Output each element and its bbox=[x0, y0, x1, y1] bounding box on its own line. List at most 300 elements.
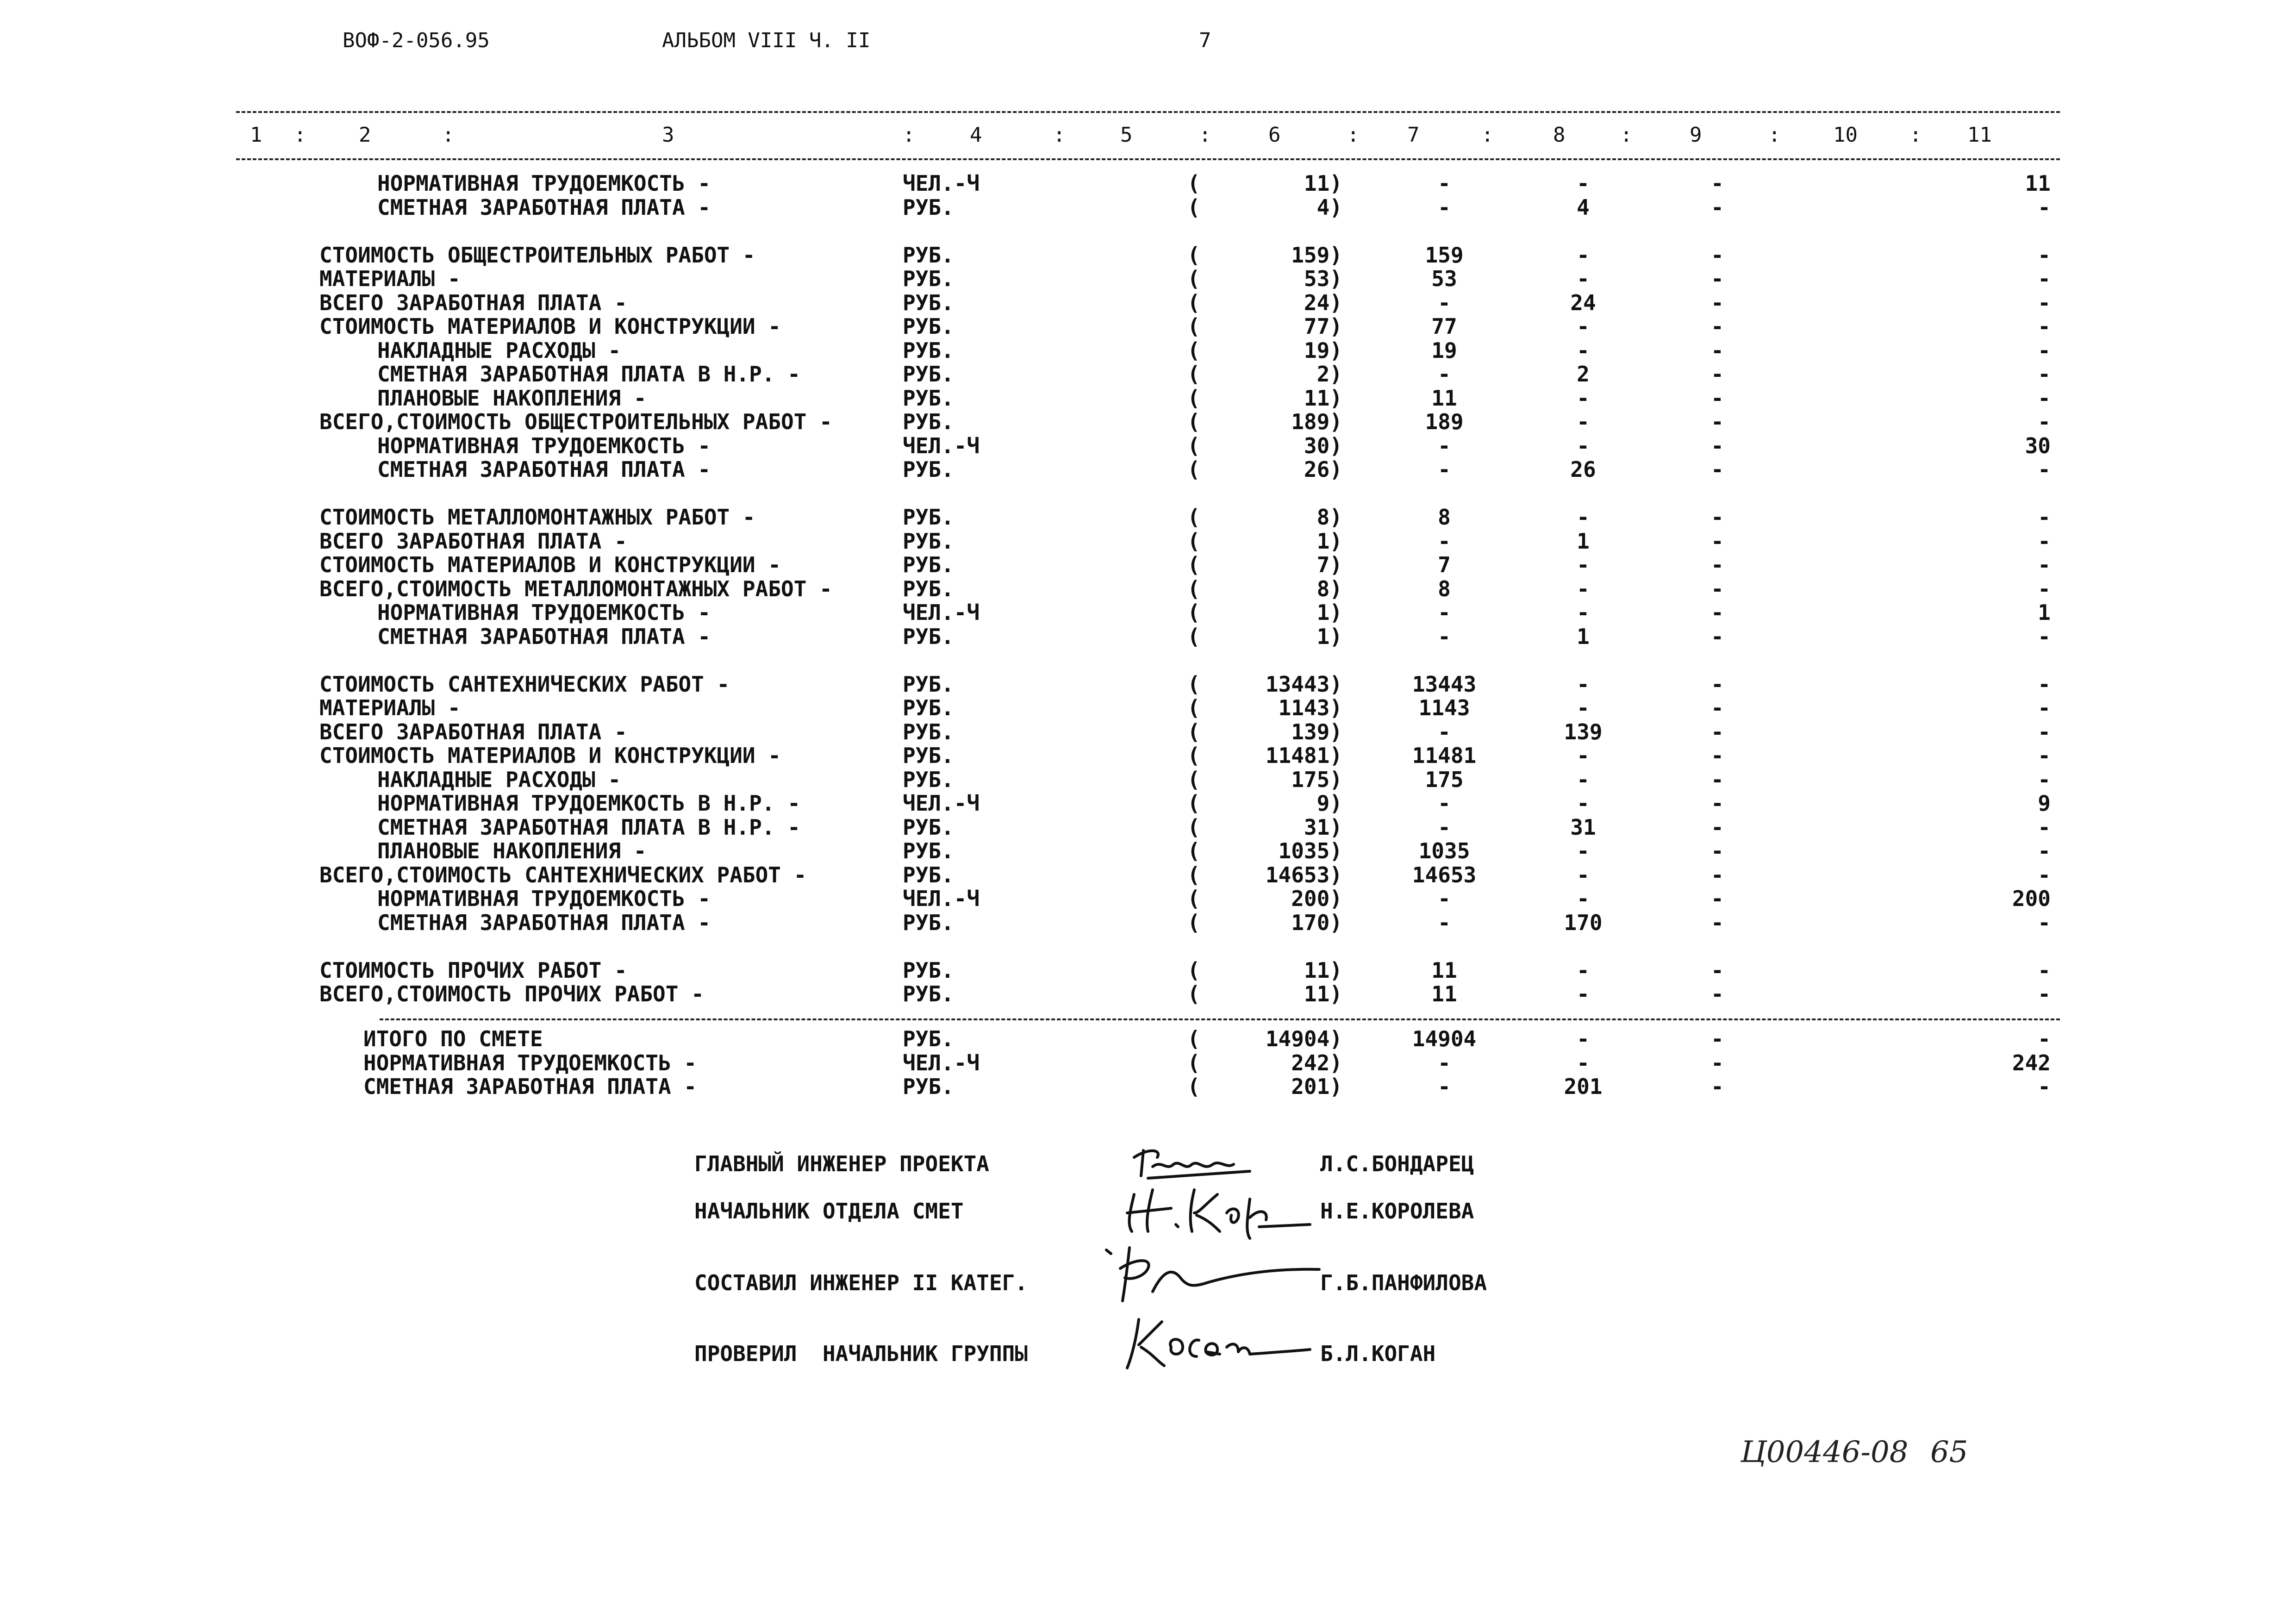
open-paren: ( bbox=[1187, 624, 1200, 649]
cell-col6: 189) bbox=[1291, 409, 1342, 434]
row-unit: РУБ. bbox=[903, 1074, 954, 1099]
cell-col11: - bbox=[2038, 671, 2051, 697]
cell-col8: 170 bbox=[1564, 910, 1603, 935]
cell-col11: - bbox=[2038, 337, 2051, 363]
signature-role: ПРОВЕРИЛ НАЧАЛЬНИК ГРУППЫ bbox=[694, 1341, 1028, 1366]
row-label: НОРМАТИВНАЯ ТРУДОЕМКОСТЬ В Н.Р. - bbox=[377, 791, 800, 816]
cell-col9: - bbox=[1711, 814, 1724, 840]
cell-col6: 175) bbox=[1291, 767, 1342, 792]
row-label: СМЕТНАЯ ЗАРАБОТНАЯ ПЛАТА - bbox=[377, 457, 711, 482]
cell-col6: 77) bbox=[1304, 314, 1342, 339]
cell-col8: 26 bbox=[1570, 457, 1596, 482]
cell-col8: - bbox=[1577, 242, 1590, 268]
cell-col8: - bbox=[1577, 1026, 1590, 1051]
cell-col6: 11481) bbox=[1265, 743, 1342, 768]
row-label: ПЛАНОВЫЕ НАКОПЛЕНИЯ - bbox=[377, 385, 647, 411]
cell-col6: 14904) bbox=[1265, 1026, 1342, 1051]
cell-col9: - bbox=[1711, 433, 1724, 458]
cell-col11: 9 bbox=[2038, 791, 2051, 816]
row-unit: РУБ. bbox=[903, 552, 954, 577]
cell-col9: - bbox=[1711, 1050, 1724, 1075]
row-unit: РУБ. bbox=[903, 624, 954, 649]
cell-col11: - bbox=[2038, 362, 2051, 387]
row-unit: РУБ. bbox=[903, 719, 954, 744]
cell-col7: 11 bbox=[1431, 385, 1457, 411]
row-label: НАКЛАДНЫЕ РАСХОДЫ - bbox=[377, 337, 621, 363]
cell-col9: - bbox=[1711, 171, 1724, 196]
row-label: СТОИМОСТЬ ПРОЧИХ РАБОТ - bbox=[319, 957, 627, 983]
open-paren: ( bbox=[1187, 505, 1200, 530]
cell-col6: 24) bbox=[1304, 290, 1342, 315]
row-unit: РУБ. bbox=[903, 194, 954, 220]
cell-col8: 1 bbox=[1577, 528, 1590, 554]
row-label: ВСЕГО ЗАРАБОТНАЯ ПЛАТА - bbox=[319, 528, 627, 554]
open-paren: ( bbox=[1187, 314, 1200, 339]
cell-col9: - bbox=[1711, 862, 1724, 887]
row-label: МАТЕРИАЛЫ - bbox=[319, 266, 461, 291]
cell-col9: - bbox=[1711, 314, 1724, 339]
cell-col7: - bbox=[1438, 814, 1451, 840]
cell-col9: - bbox=[1711, 385, 1724, 411]
column-header: 11 bbox=[1967, 123, 1992, 147]
row-unit: ЧЕЛ.-Ч bbox=[903, 791, 980, 816]
totals-separator-rule bbox=[380, 1018, 2060, 1020]
cell-col7: 8 bbox=[1438, 505, 1451, 530]
cell-col7: - bbox=[1438, 600, 1451, 625]
cell-col7: - bbox=[1438, 457, 1451, 482]
cell-col8: - bbox=[1577, 981, 1590, 1006]
row-unit: ЧЕЛ.-Ч bbox=[903, 600, 980, 625]
cell-col7: - bbox=[1438, 1074, 1451, 1099]
row-unit: РУБ. bbox=[903, 528, 954, 554]
cell-col11: - bbox=[2038, 457, 2051, 482]
cell-col9: - bbox=[1711, 600, 1724, 625]
cell-col7: 19 bbox=[1431, 337, 1457, 363]
cell-col11: 30 bbox=[2025, 433, 2051, 458]
cell-col11: - bbox=[2038, 505, 2051, 530]
cell-col7: 189 bbox=[1425, 409, 1464, 434]
cell-col6: 7) bbox=[1316, 552, 1342, 577]
row-unit: ЧЕЛ.-Ч bbox=[903, 886, 980, 911]
row-unit: РУБ. bbox=[903, 362, 954, 387]
signature-name: Г.Б.ПАНФИЛОВА bbox=[1320, 1270, 1487, 1295]
row-label: ВСЕГО ЗАРАБОТНАЯ ПЛАТА - bbox=[319, 290, 627, 315]
cell-col11: - bbox=[2038, 528, 2051, 554]
open-paren: ( bbox=[1187, 576, 1200, 601]
cell-col8: - bbox=[1577, 600, 1590, 625]
page-number: 7 bbox=[1199, 29, 1211, 52]
row-unit: РУБ. bbox=[903, 814, 954, 840]
cell-col11: - bbox=[2038, 695, 2051, 720]
row-unit: РУБ. bbox=[903, 910, 954, 935]
cell-col6: 201) bbox=[1291, 1074, 1342, 1099]
row-unit: РУБ. bbox=[903, 671, 954, 697]
open-paren: ( bbox=[1187, 362, 1200, 387]
column-header: 5 bbox=[1120, 123, 1133, 147]
row-label: МАТЕРИАЛЫ - bbox=[319, 695, 461, 720]
cell-col8: 4 bbox=[1577, 194, 1590, 220]
cell-col8: - bbox=[1577, 743, 1590, 768]
row-unit: РУБ. bbox=[903, 767, 954, 792]
cell-col11: - bbox=[2038, 767, 2051, 792]
cell-col7: 14904 bbox=[1412, 1026, 1477, 1051]
cell-col8: 24 bbox=[1570, 290, 1596, 315]
cell-col6: 30) bbox=[1304, 433, 1342, 458]
row-unit: РУБ. bbox=[903, 385, 954, 411]
cell-col8: - bbox=[1577, 767, 1590, 792]
cell-col8: - bbox=[1577, 409, 1590, 434]
open-paren: ( bbox=[1187, 433, 1200, 458]
column-separator: : bbox=[903, 123, 915, 147]
cell-col7: 1035 bbox=[1418, 838, 1470, 863]
cell-col8: - bbox=[1577, 385, 1590, 411]
column-separator: : bbox=[1199, 123, 1211, 147]
cell-col6: 19) bbox=[1304, 337, 1342, 363]
handwritten-signature-4 bbox=[1120, 1310, 1315, 1370]
cell-col7: 1143 bbox=[1418, 695, 1470, 720]
signature-name: Л.С.БОНДАРЕЦ bbox=[1320, 1151, 1474, 1176]
cell-col11: - bbox=[2038, 552, 2051, 577]
row-label: СТОИМОСТЬ МАТЕРИАЛОВ И КОНСТРУКЦИИ - bbox=[319, 314, 781, 339]
cell-col11: - bbox=[2038, 1026, 2051, 1051]
open-paren: ( bbox=[1187, 791, 1200, 816]
cell-col8: - bbox=[1577, 314, 1590, 339]
column-separator: : bbox=[1909, 123, 1922, 147]
cell-col9: - bbox=[1711, 457, 1724, 482]
cell-col11: - bbox=[2038, 814, 2051, 840]
cell-col6: 53) bbox=[1304, 266, 1342, 291]
row-unit: РУБ. bbox=[903, 695, 954, 720]
cell-col8: - bbox=[1577, 957, 1590, 983]
open-paren: ( bbox=[1187, 886, 1200, 911]
cell-col11: - bbox=[2038, 290, 2051, 315]
cell-col9: - bbox=[1711, 552, 1724, 577]
cell-col6: 242) bbox=[1291, 1050, 1342, 1075]
cell-col9: - bbox=[1711, 624, 1724, 649]
row-unit: РУБ. bbox=[903, 957, 954, 983]
cell-col6: 1035) bbox=[1278, 838, 1342, 863]
open-paren: ( bbox=[1187, 957, 1200, 983]
row-label: НОРМАТИВНАЯ ТРУДОЕМКОСТЬ - bbox=[377, 171, 711, 196]
cell-col7: - bbox=[1438, 528, 1451, 554]
open-paren: ( bbox=[1187, 1074, 1200, 1099]
column-header: 6 bbox=[1268, 123, 1281, 147]
cell-col7: 77 bbox=[1431, 314, 1457, 339]
row-unit: РУБ. bbox=[903, 409, 954, 434]
cell-col7: 175 bbox=[1425, 767, 1464, 792]
cell-col8: 1 bbox=[1577, 624, 1590, 649]
cell-col6: 1143) bbox=[1278, 695, 1342, 720]
cell-col9: - bbox=[1711, 791, 1724, 816]
column-header: 9 bbox=[1690, 123, 1702, 147]
cell-col11: 200 bbox=[2012, 886, 2051, 911]
row-unit: РУБ. bbox=[903, 314, 954, 339]
open-paren: ( bbox=[1187, 385, 1200, 411]
open-paren: ( bbox=[1187, 743, 1200, 768]
cell-col8: - bbox=[1577, 791, 1590, 816]
row-label: ВСЕГО ЗАРАБОТНАЯ ПЛАТА - bbox=[319, 719, 627, 744]
cell-col8: - bbox=[1577, 266, 1590, 291]
cell-col7: 53 bbox=[1431, 266, 1457, 291]
cell-col8: - bbox=[1577, 862, 1590, 887]
row-unit: РУБ. bbox=[903, 981, 954, 1006]
row-label: СМЕТНАЯ ЗАРАБОТНАЯ ПЛАТА - bbox=[377, 910, 711, 935]
row-label: СТОИМОСТЬ МАТЕРИАЛОВ И КОНСТРУКЦИИ - bbox=[319, 743, 781, 768]
cell-col7: - bbox=[1438, 290, 1451, 315]
signature-role: НАЧАЛЬНИК ОТДЕЛА СМЕТ bbox=[694, 1199, 964, 1224]
cell-col11: - bbox=[2038, 957, 2051, 983]
row-label: СМЕТНАЯ ЗАРАБОТНАЯ ПЛАТА В Н.Р. - bbox=[377, 814, 800, 840]
row-label: ПЛАНОВЫЕ НАКОПЛЕНИЯ - bbox=[377, 838, 647, 863]
cell-col9: - bbox=[1711, 743, 1724, 768]
cell-col9: - bbox=[1711, 767, 1724, 792]
cell-col7: 159 bbox=[1425, 242, 1464, 268]
column-separator: : bbox=[1347, 123, 1360, 147]
cell-col8: 2 bbox=[1577, 362, 1590, 387]
cell-col9: - bbox=[1711, 838, 1724, 863]
open-paren: ( bbox=[1187, 719, 1200, 744]
cell-col6: 11) bbox=[1304, 171, 1342, 196]
handwritten-signature-3 bbox=[1102, 1241, 1324, 1305]
open-paren: ( bbox=[1187, 242, 1200, 268]
column-separator: : bbox=[294, 123, 306, 147]
row-label: СМЕТНАЯ ЗАРАБОТНАЯ ПЛАТА В Н.Р. - bbox=[377, 362, 800, 387]
row-unit: РУБ. bbox=[903, 242, 954, 268]
cell-col7: - bbox=[1438, 433, 1451, 458]
signature-role: СОСТАВИЛ ИНЖЕНЕР II КАТЕГ. bbox=[694, 1270, 1028, 1295]
row-unit: РУБ. bbox=[903, 266, 954, 291]
cell-col7: - bbox=[1438, 886, 1451, 911]
cell-col6: 1) bbox=[1316, 528, 1342, 554]
cell-col7: 8 bbox=[1438, 576, 1451, 601]
cell-col9: - bbox=[1711, 1026, 1724, 1051]
cell-col11: - bbox=[2038, 743, 2051, 768]
row-unit: ЧЕЛ.-Ч bbox=[903, 1050, 980, 1075]
handwritten-signature-2 bbox=[1120, 1181, 1315, 1241]
cell-col8: - bbox=[1577, 838, 1590, 863]
signature-name: Б.Л.КОГАН bbox=[1320, 1341, 1436, 1366]
cell-col6: 26) bbox=[1304, 457, 1342, 482]
cell-col11: - bbox=[2038, 314, 2051, 339]
cell-col7: - bbox=[1438, 194, 1451, 220]
album-label: АЛЬБОМ VIII Ч. II bbox=[662, 29, 871, 52]
row-unit: РУБ. bbox=[903, 290, 954, 315]
cell-col8: - bbox=[1577, 433, 1590, 458]
cell-col9: - bbox=[1711, 290, 1724, 315]
open-paren: ( bbox=[1187, 600, 1200, 625]
cell-col11: - bbox=[2038, 1074, 2051, 1099]
cell-col9: - bbox=[1711, 1074, 1724, 1099]
handwritten-signature-1 bbox=[1129, 1143, 1259, 1185]
row-unit: РУБ. bbox=[903, 862, 954, 887]
cell-col7: - bbox=[1438, 362, 1451, 387]
cell-col9: - bbox=[1711, 957, 1724, 983]
cell-col11: - bbox=[2038, 242, 2051, 268]
row-unit: РУБ. bbox=[903, 457, 954, 482]
cell-col8: 201 bbox=[1564, 1074, 1603, 1099]
cell-col7: 11 bbox=[1431, 957, 1457, 983]
row-label: НАКЛАДНЫЕ РАСХОДЫ - bbox=[377, 767, 621, 792]
cell-col6: 170) bbox=[1291, 910, 1342, 935]
cell-col8: - bbox=[1577, 171, 1590, 196]
open-paren: ( bbox=[1187, 266, 1200, 291]
cell-col6: 1) bbox=[1316, 624, 1342, 649]
cell-col6: 9) bbox=[1316, 791, 1342, 816]
row-label: ВСЕГО,СТОИМОСТЬ ОБЩЕСТРОИТЕЛЬНЫХ РАБОТ - bbox=[319, 409, 832, 434]
cell-col6: 13443) bbox=[1265, 671, 1342, 697]
cell-col9: - bbox=[1711, 528, 1724, 554]
table-header-rule bbox=[236, 158, 2060, 160]
column-header: 2 bbox=[359, 123, 371, 147]
row-label: СМЕТНАЯ ЗАРАБОТНАЯ ПЛАТА - bbox=[377, 194, 711, 220]
cell-col9: - bbox=[1711, 337, 1724, 363]
cell-col7: 7 bbox=[1438, 552, 1451, 577]
cell-col8: - bbox=[1577, 505, 1590, 530]
cell-col11: - bbox=[2038, 194, 2051, 220]
cell-col11: 242 bbox=[2012, 1050, 2051, 1075]
cell-col9: - bbox=[1711, 242, 1724, 268]
cell-col11: - bbox=[2038, 910, 2051, 935]
cell-col11: 11 bbox=[2025, 171, 2051, 196]
cell-col6: 11) bbox=[1304, 981, 1342, 1006]
open-paren: ( bbox=[1187, 671, 1200, 697]
cell-col7: 11481 bbox=[1412, 743, 1477, 768]
column-separator: : bbox=[1620, 123, 1633, 147]
row-unit: РУБ. bbox=[903, 576, 954, 601]
cell-col8: - bbox=[1577, 552, 1590, 577]
cell-col11: - bbox=[2038, 862, 2051, 887]
cell-col6: 8) bbox=[1316, 576, 1342, 601]
row-label: ВСЕГО,СТОИМОСТЬ САНТЕХНИЧЕСКИХ РАБОТ - bbox=[319, 862, 807, 887]
cell-col8: - bbox=[1577, 671, 1590, 697]
open-paren: ( bbox=[1187, 457, 1200, 482]
cell-col7: - bbox=[1438, 171, 1451, 196]
row-unit: ЧЕЛ.-Ч bbox=[903, 171, 980, 196]
cell-col9: - bbox=[1711, 576, 1724, 601]
row-label: НОРМАТИВНАЯ ТРУДОЕМКОСТЬ - bbox=[363, 1050, 697, 1075]
cell-col6: 31) bbox=[1304, 814, 1342, 840]
row-unit: РУБ. bbox=[903, 838, 954, 863]
open-paren: ( bbox=[1187, 838, 1200, 863]
cell-col6: 139) bbox=[1291, 719, 1342, 744]
cell-col8: - bbox=[1577, 1050, 1590, 1075]
open-paren: ( bbox=[1187, 1026, 1200, 1051]
cell-col9: - bbox=[1711, 886, 1724, 911]
row-label: ВСЕГО,СТОИМОСТЬ ПРОЧИХ РАБОТ - bbox=[319, 981, 704, 1006]
cell-col9: - bbox=[1711, 409, 1724, 434]
row-label: СМЕТНАЯ ЗАРАБОТНАЯ ПЛАТА - bbox=[377, 624, 711, 649]
cell-col6: 2) bbox=[1316, 362, 1342, 387]
signature-name: Н.Е.КОРОЛЕВА bbox=[1320, 1199, 1474, 1224]
cell-col11: 1 bbox=[2038, 600, 2051, 625]
cell-col11: - bbox=[2038, 981, 2051, 1006]
cell-col8: - bbox=[1577, 576, 1590, 601]
row-label: ВСЕГО,СТОИМОСТЬ МЕТАЛЛОМОНТАЖНЫХ РАБОТ - bbox=[319, 576, 832, 601]
cell-col6: 200) bbox=[1291, 886, 1342, 911]
cell-col7: - bbox=[1438, 1050, 1451, 1075]
column-separator: : bbox=[1053, 123, 1066, 147]
cell-col6: 8) bbox=[1316, 505, 1342, 530]
cell-col9: - bbox=[1711, 910, 1724, 935]
open-paren: ( bbox=[1187, 552, 1200, 577]
column-header: 1 bbox=[250, 123, 262, 147]
cell-col6: 11) bbox=[1304, 385, 1342, 411]
cell-col6: 159) bbox=[1291, 242, 1342, 268]
cell-col7: 11 bbox=[1431, 981, 1457, 1006]
open-paren: ( bbox=[1187, 910, 1200, 935]
cell-col7: - bbox=[1438, 624, 1451, 649]
cell-col11: - bbox=[2038, 838, 2051, 863]
cell-col9: - bbox=[1711, 505, 1724, 530]
row-label: НОРМАТИВНАЯ ТРУДОЕМКОСТЬ - bbox=[377, 433, 711, 458]
cell-col6: 1) bbox=[1316, 600, 1342, 625]
column-header: 3 bbox=[662, 123, 674, 147]
row-label: СТОИМОСТЬ САНТЕХНИЧЕСКИХ РАБОТ - bbox=[319, 671, 730, 697]
cell-col9: - bbox=[1711, 671, 1724, 697]
cell-col9: - bbox=[1711, 266, 1724, 291]
cell-col6: 14653) bbox=[1265, 862, 1342, 887]
cell-col7: - bbox=[1438, 719, 1451, 744]
open-paren: ( bbox=[1187, 290, 1200, 315]
table-top-rule bbox=[236, 111, 2060, 113]
cell-col6: 4) bbox=[1316, 194, 1342, 220]
sheet-number: 65 bbox=[1930, 1435, 1968, 1469]
open-paren: ( bbox=[1187, 981, 1200, 1006]
row-unit: РУБ. bbox=[903, 505, 954, 530]
cell-col6: 11) bbox=[1304, 957, 1342, 983]
open-paren: ( bbox=[1187, 409, 1200, 434]
cell-col7: 13443 bbox=[1412, 671, 1477, 697]
open-paren: ( bbox=[1187, 194, 1200, 220]
cell-col8: 139 bbox=[1564, 719, 1603, 744]
row-unit: РУБ. bbox=[903, 1026, 954, 1051]
row-label: СМЕТНАЯ ЗАРАБОТНАЯ ПЛАТА - bbox=[363, 1074, 697, 1099]
open-paren: ( bbox=[1187, 814, 1200, 840]
cell-col11: - bbox=[2038, 385, 2051, 411]
column-header: 7 bbox=[1407, 123, 1420, 147]
row-label: ИТОГО ПО СМЕТЕ bbox=[363, 1026, 543, 1051]
document-code: ВОФ-2-056.95 bbox=[343, 29, 490, 52]
column-header: 10 bbox=[1833, 123, 1858, 147]
column-header: 8 bbox=[1553, 123, 1566, 147]
column-header: 4 bbox=[970, 123, 982, 147]
open-paren: ( bbox=[1187, 171, 1200, 196]
signature-role: ГЛАВНЫЙ ИНЖЕНЕР ПРОЕКТА bbox=[694, 1151, 989, 1176]
cell-col7: - bbox=[1438, 791, 1451, 816]
cell-col9: - bbox=[1711, 695, 1724, 720]
cell-col9: - bbox=[1711, 719, 1724, 744]
row-label: НОРМАТИВНАЯ ТРУДОЕМКОСТЬ - bbox=[377, 886, 711, 911]
cell-col7: - bbox=[1438, 910, 1451, 935]
open-paren: ( bbox=[1187, 528, 1200, 554]
cell-col11: - bbox=[2038, 409, 2051, 434]
cell-col9: - bbox=[1711, 194, 1724, 220]
cell-col9: - bbox=[1711, 362, 1724, 387]
column-separator: : bbox=[1481, 123, 1494, 147]
column-separator: : bbox=[1768, 123, 1781, 147]
cell-col9: - bbox=[1711, 981, 1724, 1006]
open-paren: ( bbox=[1187, 695, 1200, 720]
row-unit: РУБ. bbox=[903, 743, 954, 768]
open-paren: ( bbox=[1187, 862, 1200, 887]
cell-col11: - bbox=[2038, 266, 2051, 291]
row-unit: ЧЕЛ.-Ч bbox=[903, 433, 980, 458]
cell-col7: 14653 bbox=[1412, 862, 1477, 887]
row-label: СТОИМОСТЬ ОБЩЕСТРОИТЕЛЬНЫХ РАБОТ - bbox=[319, 242, 755, 268]
cell-col11: - bbox=[2038, 719, 2051, 744]
cell-col8: - bbox=[1577, 886, 1590, 911]
open-paren: ( bbox=[1187, 767, 1200, 792]
